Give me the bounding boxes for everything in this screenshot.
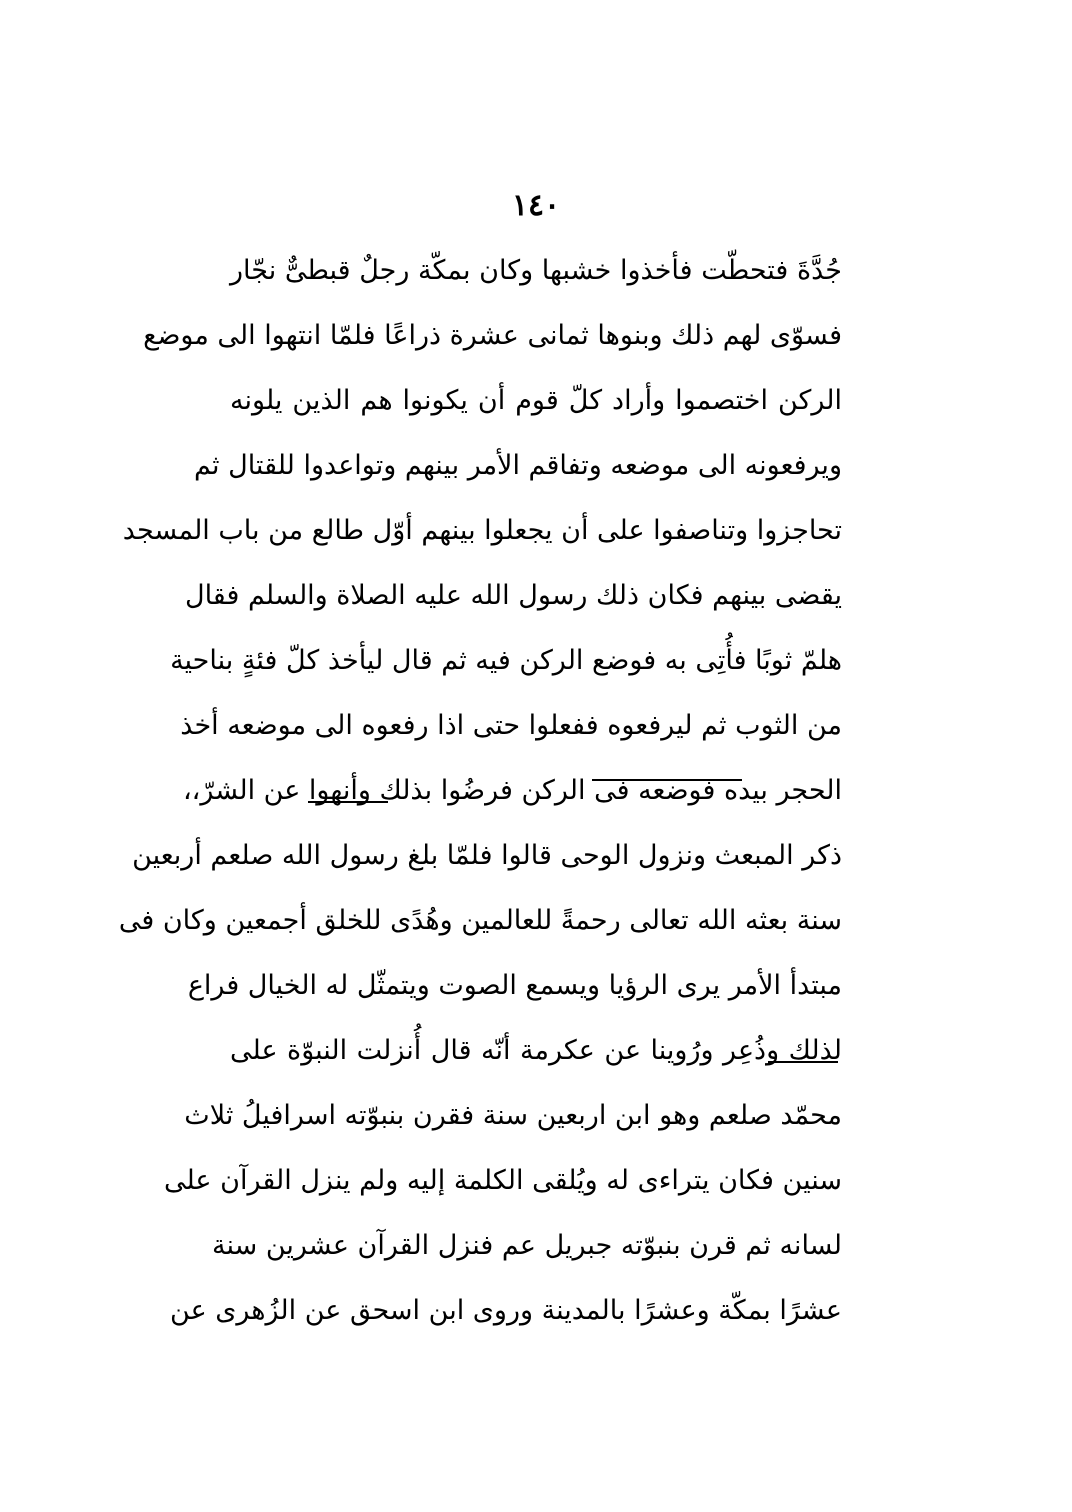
- text-line-16: لسانه ثم قرن بنبوّته جبريل عم فنزل القرآن عشرين سنة: [211, 1230, 842, 1261]
- text-line-7: هلمّ ثوبًا فأُتِى به فوضع الركن فيه ثم قال ليأخذ كلّ فئةٍ بناحية: [170, 645, 842, 676]
- overline-mark-muhammad: [768, 1061, 838, 1063]
- text-line-12: مبتدأ الأمر يرى الرؤيا ويسمع الصوت ويتمثّل له الخيال فراع: [187, 970, 842, 1001]
- text-line-8: من الثوب ثم ليرفعوه ففعلوا حتى اذا رفعوه الى موضعه أخذ: [180, 710, 842, 741]
- text-line-17: عشرًا بمكّة وعشرًا بالمدينة وروى ابن اسحق عن الزُهرى عن: [170, 1295, 842, 1326]
- text-line-4: ويرفعونه الى موضعه وتفاقم الأمر بينهم وتواعدوا للقتال ثم: [194, 450, 842, 481]
- text-line-3: الركن اختصموا وأراد كلّ قوم أن يكونوا هم الذين يلونه: [230, 385, 842, 416]
- text-line-13: لذلك وذُعِر ورُوينا عن عكرمة أنّه قال أُنزلت النبوّة على: [230, 1035, 842, 1066]
- overline-mark-salam: [308, 801, 388, 803]
- text-line-15: سنين فكان يتراءى له ويُلقى الكلمة إليه ولم ينزل القرآن على: [163, 1165, 842, 1196]
- text-line-9: الحجر بيده فوضعه فى الركن فرضُوا بذلك وأنهوا عن الشرّ،،: [182, 775, 842, 806]
- text-line-14: محمّد صلعم وهو ابن اربعين سنة فقرن بنبوّته اسرافيلُ ثلاث: [184, 1100, 842, 1131]
- underline-rule: [592, 779, 742, 781]
- text-line-1: جُدَّةَ فتحطّت فأخذوا خشبها وكان بمكّة رجلٌ قبطىٌّ نجّار: [230, 255, 842, 286]
- page-number: ١٤٠: [511, 188, 561, 223]
- text-line-5: تحاجزوا وتناصفوا على أن يجعلوا بينهم أوّل طالع من باب المسجد: [122, 515, 842, 546]
- arabic-text-block: [118, 238, 842, 1343]
- text-line-6: يقضى بينهم فكان ذلك رسول الله عليه الصلاة والسلم فقال: [184, 580, 842, 611]
- text-line-10: ذكر المبعث ونزول الوحى قالوا فلمّا بلغ رسول الله صلعم أربعين: [132, 840, 842, 871]
- text-line-11: سنة بعثه الله تعالى رحمةً للعالمين وهُدًى للخلق أجمعين وكان فى: [118, 905, 842, 936]
- text-line-2: فسوّى لهم ذلك وبنوها ثمانى عشرة ذراعًا فلمّا انتهوا الى موضع: [143, 320, 842, 351]
